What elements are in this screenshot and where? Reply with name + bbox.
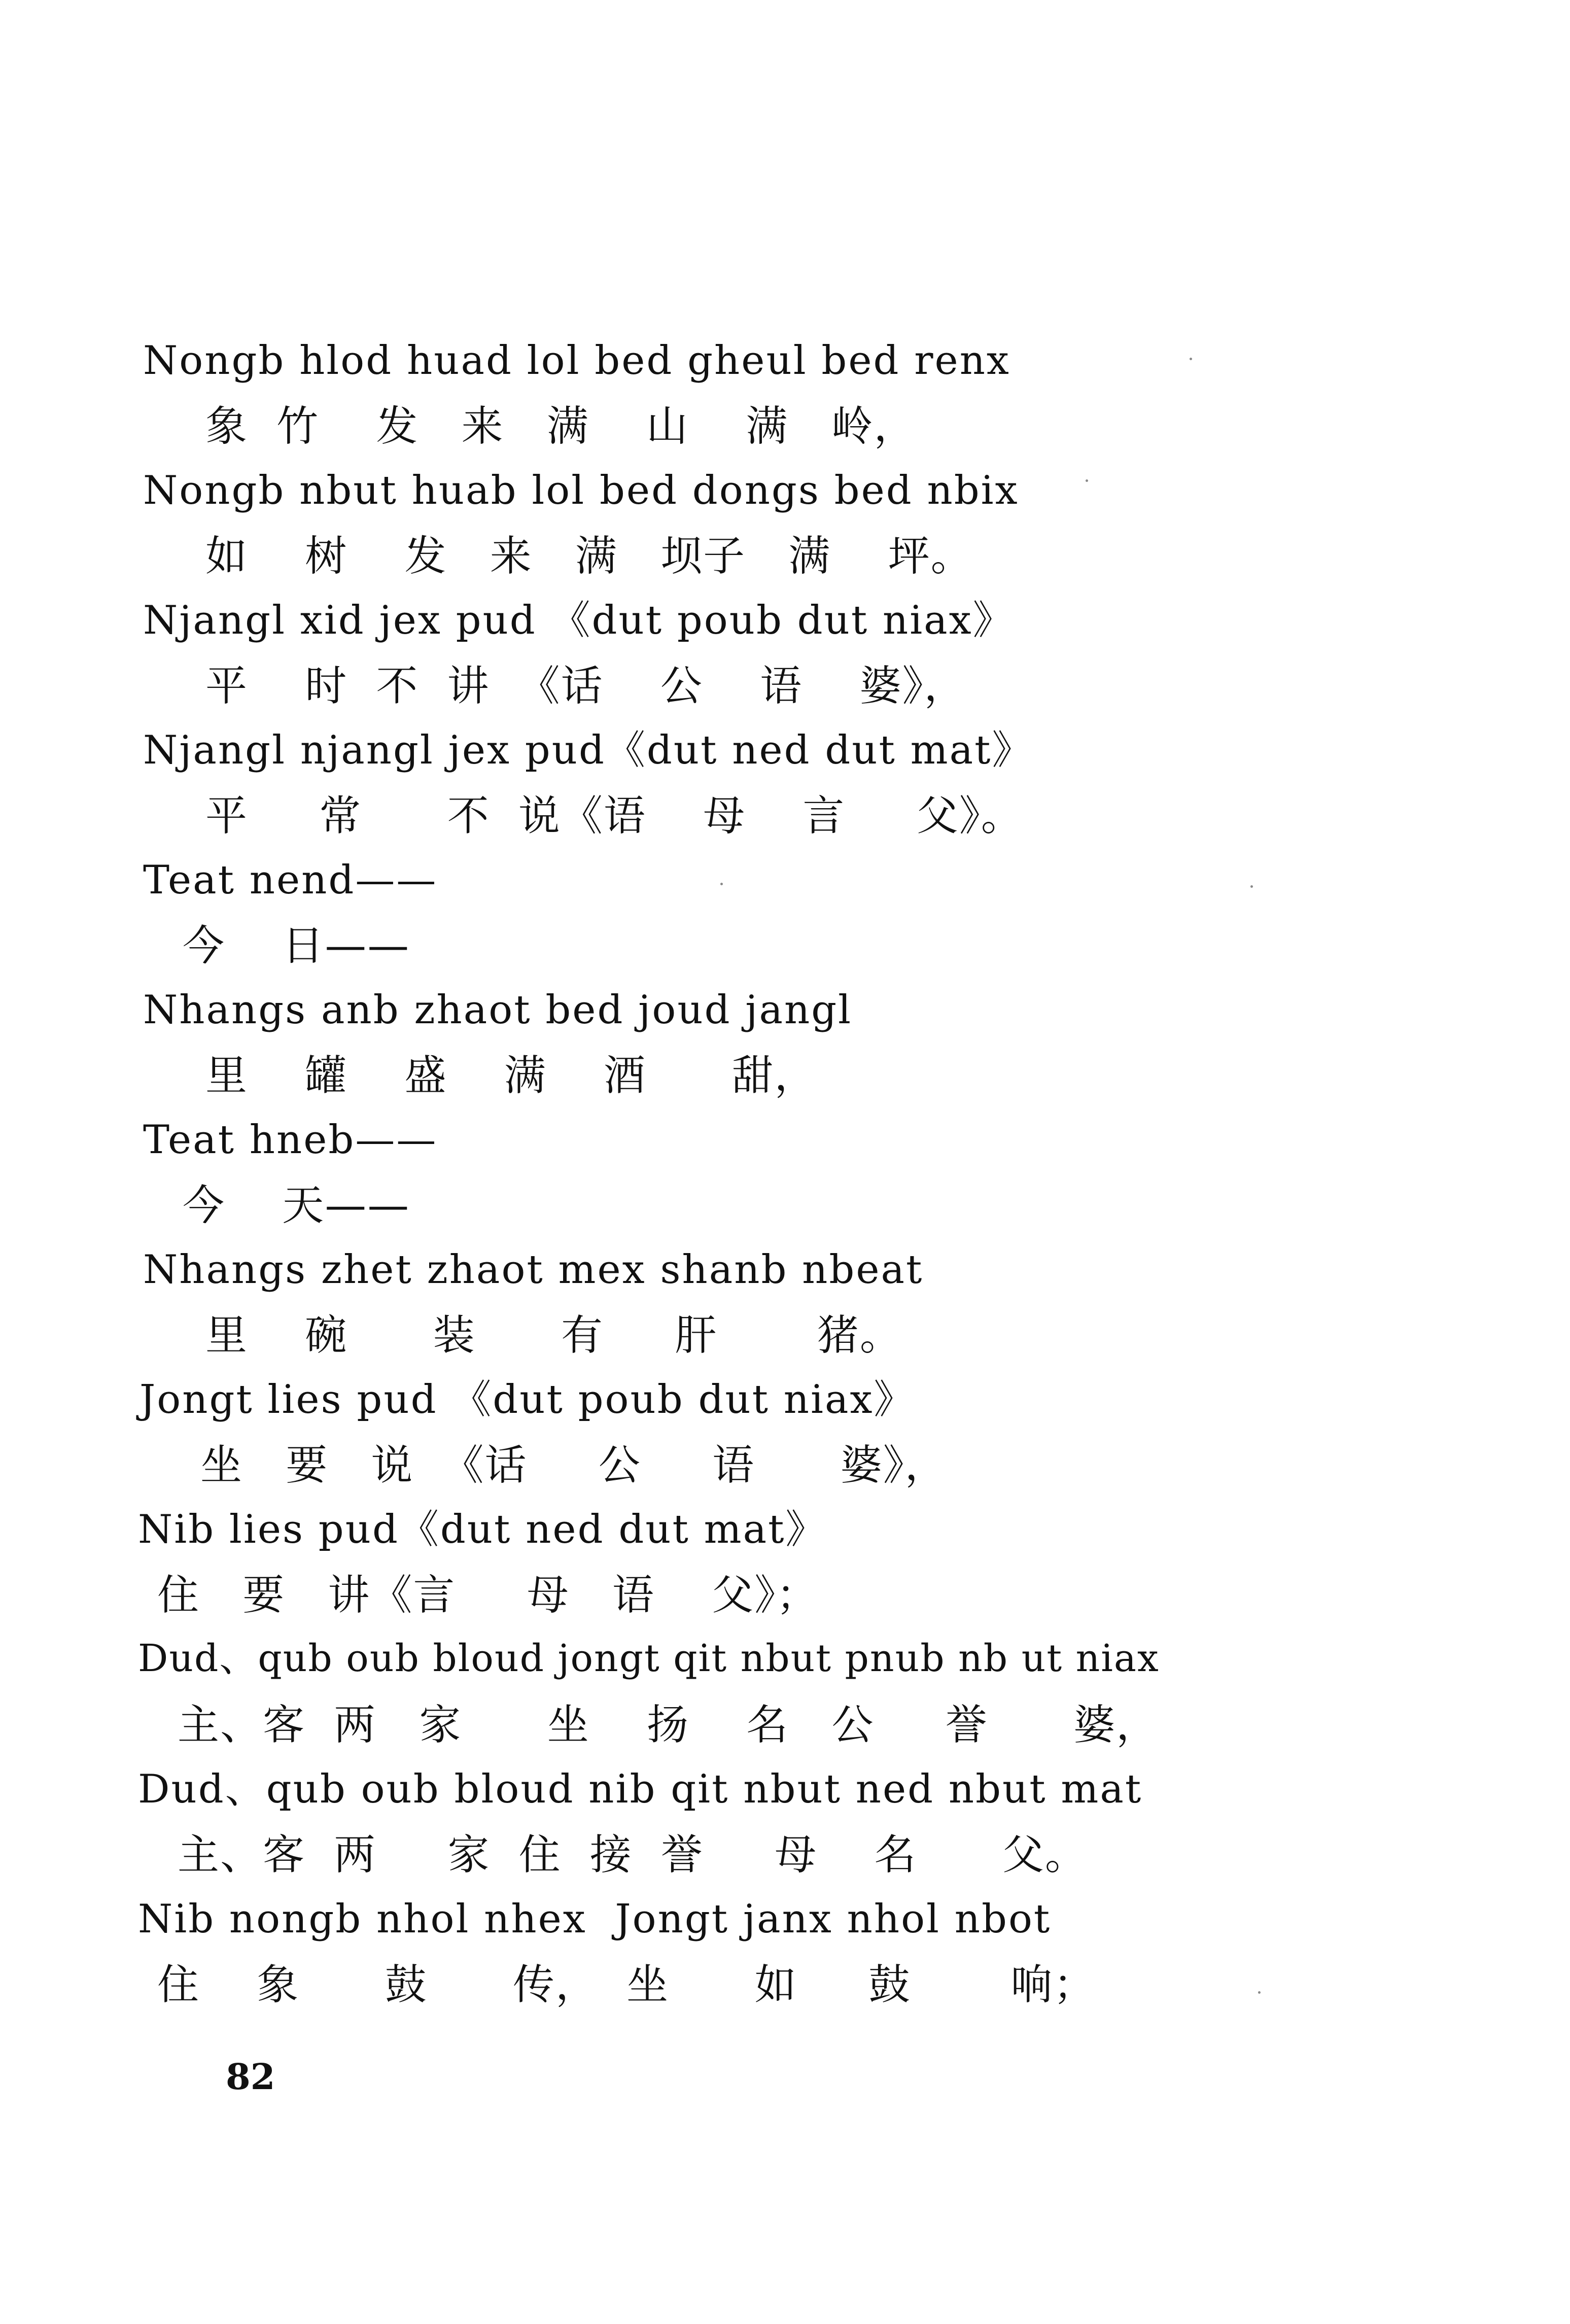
- verse-line-12: Dud、qub oub bloud nib qit nbut ned nbut mat: [138, 1766, 1143, 1812]
- verse-line-9: Jongt lies pud 《dut poub dut niax》: [139, 1377, 915, 1423]
- scan-speck: [720, 883, 723, 885]
- verse-gloss-4: 平 常 不 说《语 母 言 父》。: [205, 792, 1024, 840]
- verse-gloss-2: 如 树 发 来 满 坝子 满 坪。: [205, 532, 973, 580]
- verse-line-3: Njangl xid jex pud 《dut poub dut niax》: [143, 598, 1014, 643]
- verse-gloss-7: 今 天——: [183, 1182, 410, 1230]
- verse-gloss-9: 坐 要 说 《话 公 语 婆》，: [200, 1441, 948, 1489]
- page-number: 82: [226, 2056, 275, 2098]
- verse-line-11: Dud、qub oub bloud jongt qit nbut pnub nb ut niax: [138, 1637, 1160, 1680]
- verse-line-7: Teat hneb——: [143, 1117, 438, 1163]
- scan-speck: [1250, 885, 1253, 888]
- verse-line-6: Nhangs anb zhaot bed joud jangl: [143, 987, 853, 1033]
- verse-gloss-10: 住 要 讲《言 母 语 父》；: [157, 1571, 819, 1619]
- verse-gloss-6: 里 罐 盛 满 酒 甜，: [205, 1052, 817, 1100]
- verse-line-2: Nongb nbut huab lol bed dongs bed nbix: [143, 468, 1019, 513]
- scan-speck: [1258, 1991, 1261, 1994]
- verse-line-4: Njangl njangl jex pud《dut ned dut mat》: [143, 727, 1033, 773]
- verse-line-5: Teat nend——: [143, 857, 438, 903]
- verse-line-1: Nongb hlod huad lol bed gheul bed renx: [143, 338, 1010, 384]
- verse-line-10: Nib lies pud《dut ned dut mat》: [138, 1507, 827, 1552]
- verse-gloss-3: 平 时 不 讲 《话 公 语 婆》，: [205, 662, 967, 710]
- verse-gloss-11: 主、客 两 家 坐 扬 名 公 誉 婆，: [178, 1701, 1159, 1749]
- verse-gloss-12: 主、客 两 家 住 接 誉 母 名 父。: [178, 1831, 1088, 1879]
- scan-speck: [1086, 479, 1088, 482]
- scan-speck: [1190, 358, 1192, 360]
- verse-line-13: Nib nongb nhol nhex Jongt janx nhol nbot: [138, 1896, 1052, 1942]
- verse-gloss-8: 里 碗 装 有 肝 猪。: [205, 1311, 902, 1360]
- verse-gloss-5: 今 日——: [183, 922, 410, 970]
- verse-gloss-13: 住 象 鼓 传， 坐 如 鼓 响；: [157, 1961, 1096, 2009]
- verse-gloss-1: 象 竹 发 来 满 山 满 岭，: [205, 402, 917, 450]
- verse-line-8: Nhangs zhet zhaot mex shanb nbeat: [143, 1247, 924, 1293]
